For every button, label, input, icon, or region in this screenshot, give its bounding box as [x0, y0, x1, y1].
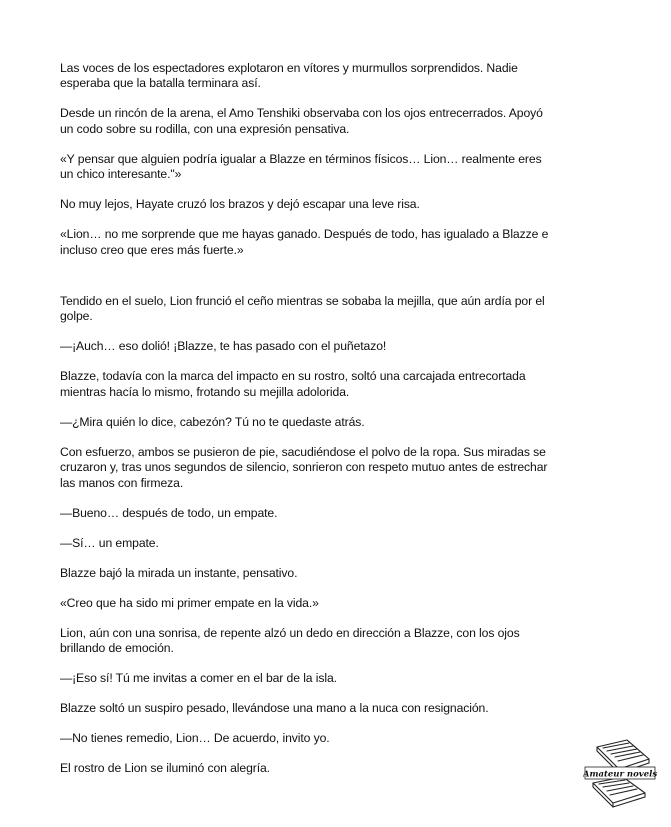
- paragraph: «Y pensar que alguien podría igualar a Blazze en términos físicos… Lion… realmente eres un chico interesante."»: [60, 151, 542, 182]
- paragraph: «Creo que ha sido mi primer empate en la vida.»: [60, 595, 319, 610]
- paragraph: El rostro de Lion se iluminó con alegría.: [60, 761, 270, 776]
- paragraph: Lion, aún con una sonrisa, de repente alzó un dedo en dirección a Blazze, con los ojos brillando de emoción.: [60, 625, 520, 656]
- paragraph: —No tienes remedio, Lion… De acuerdo, invito yo.: [60, 731, 330, 746]
- paragraph: —Sí… un empate.: [60, 535, 159, 550]
- paragraph: Las voces de los espectadores explotaron en vítores y murmullos sorprendidos. Nadie esperaba que la batalla terminara así.: [60, 61, 518, 91]
- paragraph: Blazze, todavía con la marca del impacto en su rostro, soltó una carcajada entrecortada mientras hacía lo mismo, frotando su mejilla adolorida.: [60, 369, 526, 399]
- paragraph: Desde un rincón de la arena, el Amo Tenshiki observaba con los ojos entrecerrados. Apoyó un codo sobre su rodilla, con una expresión pensativa.: [60, 106, 543, 136]
- paragraph: Con esfuerzo, ambos se pusieron de pie, sacudiéndose el polvo de la ropa. Sus miradas se cruzaron y, tras unos segundos de silencio, sonrieron con respeto mutuo antes de estrechar las manos con firmeza.: [60, 444, 548, 490]
- document-body: [60, 61, 550, 791]
- paragraph: Tendido en el suelo, Lion frunció el ceño mientras se sobaba la mejilla, que aún ardía por el golpe.: [60, 294, 545, 324]
- paragraph: —¡Eso sí! Tú me invitas a comer en el bar de la isla.: [60, 671, 337, 686]
- amateur-novels-logo: [583, 737, 657, 809]
- paragraph: No muy lejos, Hayate cruzó los brazos y dejó escapar una leve risa.: [60, 197, 420, 212]
- paragraph: —¡Auch… eso dolió! ¡Blazze, te has pasado con el puñetazo!: [60, 339, 387, 354]
- paragraph: —¿Mira quién lo dice, cabezón? Tú no te quedaste atrás.: [60, 414, 365, 429]
- logo-text: Amateur novels: [583, 769, 657, 780]
- paragraph: —Bueno… después de todo, un empate.: [60, 505, 278, 520]
- book-icon: [583, 737, 657, 809]
- paragraph: «Lion… no me sorprende que me hayas ganado. Después de todo, has igualado a Blazze e incluso creo que eres más fuerte.»: [60, 227, 549, 257]
- paragraph: Blazze soltó un suspiro pesado, llevándose una mano a la nuca con resignación.: [60, 701, 489, 716]
- paragraph: Blazze bajó la mirada un instante, pensativo.: [60, 565, 298, 580]
